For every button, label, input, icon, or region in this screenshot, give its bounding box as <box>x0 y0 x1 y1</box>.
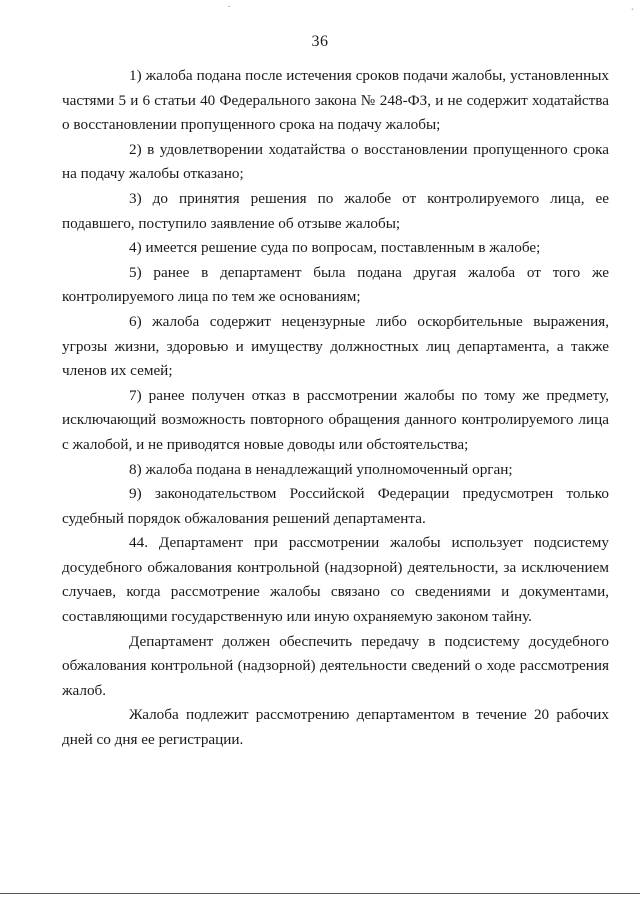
paragraph-item-6: 6) жалоба содержит нецензурные либо оскорбительные выражения, угрозы жизни, здоровью и имуществу должностных лиц департамента, а также членов их семей; <box>62 312 609 380</box>
scan-artifact-top-right: ˎ <box>631 0 634 10</box>
paragraph-transfer-obligation: Департамент должен обеспечить передачу в подсистему досудебного обжалования контрольной (надзорной) деятельности сведений о ходе рассмотрения жалоб. <box>62 632 609 699</box>
paragraph-item-2: 2) в удовлетворении ходатайства о восстановлении пропущенного срока на подачу жалобы отказано; <box>62 140 609 183</box>
paragraph-item-7: 7) ранее получен отказ в рассмотрении жалобы по тому же предмету, исключающий возможность повторного обращения данного контролируемого лица с жалобой, и не приводятся новые доводы или обстоятельства; <box>62 386 609 453</box>
paragraph-review-period: Жалоба подлежит рассмотрению департаментом в течение 20 рабочих дней со дня ее регистрации. <box>62 706 609 749</box>
paragraph-item-8: 8) жалоба подана в ненадлежащий уполномоченный орган; <box>129 460 513 478</box>
paragraph-clause-44: 44. Департамент при рассмотрении жалобы использует подсистему досудебного обжалования контрольной (надзорной) деятельности, за исключением случаев, когда рассмотрение жалобы связано со сведениями и документами, составляющими государственную или иную охраняемую законом тайну. <box>62 534 609 626</box>
paragraph-item-1: 1) жалоба подана после истечения сроков подачи жалобы, установленных частями 5 и 6 статьи 40 Федерального закона № 248-ФЗ, и не содержит ходатайства о восстановлении пропущенного срока на подачу жалобы; <box>62 67 609 134</box>
document-body <box>62 64 609 753</box>
paragraph-item-4: 4) имеется решение суда по вопросам, поставленным в жалобе; <box>129 239 541 257</box>
page-number: 36 <box>311 33 329 50</box>
paragraph-item-5: 5) ранее в департамент была подана другая жалоба от того же контролируемого лица по тем же основаниям; <box>62 263 609 306</box>
bottom-scan-line <box>0 893 640 894</box>
paragraph-item-3: 3) до принятия решения по жалобе от контролируемого лица, ее подавшего, поступило заявление об отзыве жалобы; <box>62 189 609 232</box>
scan-artifact-top-left: . <box>228 0 231 9</box>
paragraph-item-9: 9) законодательством Российской Федерации предусмотрен только судебный порядок обжалования решений департамента. <box>62 485 609 527</box>
